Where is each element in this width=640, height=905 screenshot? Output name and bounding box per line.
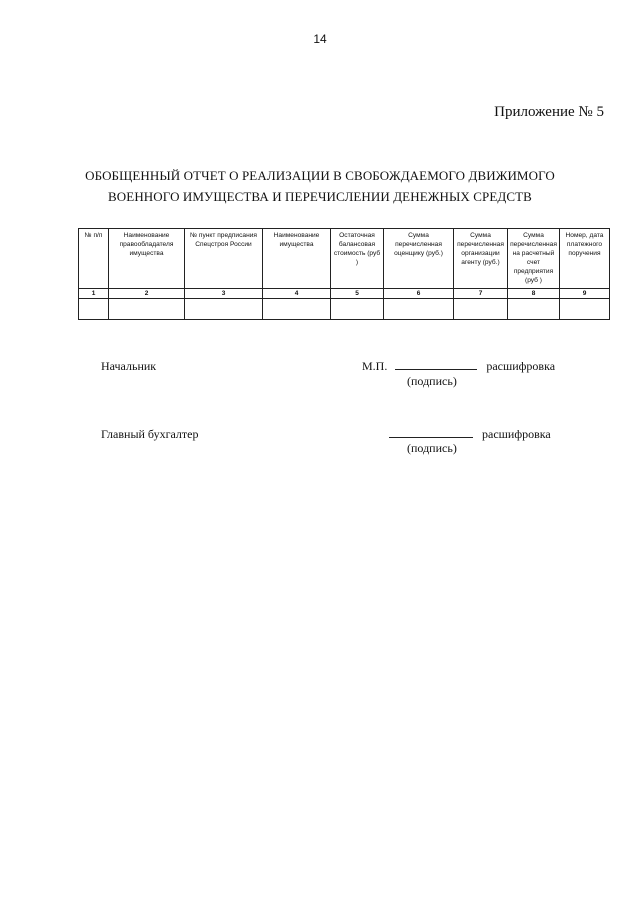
- column-number: 8: [508, 289, 560, 299]
- title-line-2: ВОЕННОГО ИМУЩЕСТВА И ПЕРЕЧИСЛЕНИИ ДЕНЕЖНЫХ СРЕДСТВ: [108, 189, 532, 204]
- column-number: 9: [560, 289, 610, 299]
- table-cell: [185, 299, 263, 320]
- table-cell: [384, 299, 454, 320]
- column-number: 3: [185, 289, 263, 299]
- header-cell: Остаточная балансовая стоимость (руб ): [331, 229, 384, 289]
- chief-decoding-label: расшифровка: [486, 359, 556, 373]
- title-line-1: ОБОБЩЕННЫЙ ОТЧЕТ О РЕАЛИЗАЦИИ В СВОБОЖДАЕМОГО ДВИЖИМОГО: [85, 168, 555, 183]
- table-cell: [560, 299, 610, 320]
- table-header-row: [79, 229, 610, 289]
- column-number: 4: [263, 289, 331, 299]
- header-cell: № пункт предписания Спецстроя России: [185, 229, 263, 289]
- mp-label: М.П.: [362, 359, 388, 373]
- column-number: 2: [109, 289, 185, 299]
- signature-underline: [395, 359, 477, 370]
- table-cell: [263, 299, 331, 320]
- table-cell: [109, 299, 185, 320]
- column-number: 6: [384, 289, 454, 299]
- document-title: [0, 165, 640, 207]
- table-cell: [508, 299, 560, 320]
- signature-underline: [389, 427, 473, 438]
- column-number: 5: [331, 289, 384, 299]
- accountant-signature-caption: (подпись): [407, 441, 457, 455]
- chief-signature-caption: (подпись): [407, 374, 457, 388]
- accountant-decoding-label: расшифровка: [482, 427, 551, 441]
- header-cell: Сумма перечисленная организации агенту (руб.): [454, 229, 508, 289]
- table-cell: [331, 299, 384, 320]
- table-cell: [79, 299, 109, 320]
- page-number: 14: [313, 32, 327, 46]
- column-number: 1: [79, 289, 109, 299]
- chief-signature-line: [362, 359, 555, 374]
- header-cell: Наименование имущества: [263, 229, 331, 289]
- report-table: [78, 228, 610, 320]
- accountant-label: Главный бухгалтер: [101, 427, 199, 441]
- table-number-row: [79, 289, 610, 299]
- chief-label: Начальник: [101, 359, 157, 373]
- accountant-signature-line: [389, 427, 551, 442]
- appendix-label: Приложение № 5: [494, 104, 604, 120]
- header-cell: Сумма перечисленная оценщику (руб.): [384, 229, 454, 289]
- header-cell: № п/п: [79, 229, 109, 289]
- header-cell: Наименование правообладателя имущества: [109, 229, 185, 289]
- header-cell: Номер, дата платежного поручения: [560, 229, 610, 289]
- column-number: 7: [454, 289, 508, 299]
- header-cell: Сумма перечисленная на расчетный счет предприятия (руб ): [508, 229, 560, 289]
- table-row: [79, 299, 610, 320]
- table-cell: [454, 299, 508, 320]
